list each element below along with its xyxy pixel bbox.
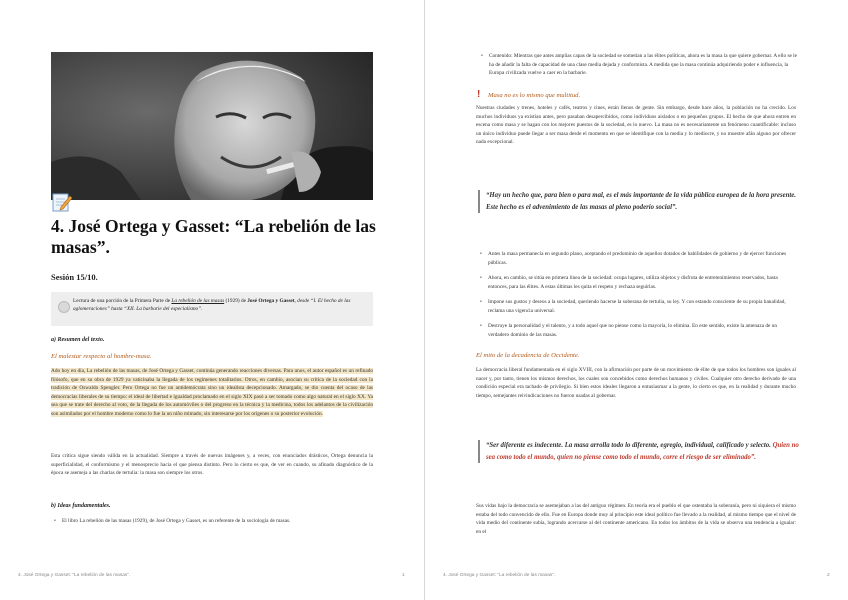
note-text: (1929) de xyxy=(224,298,248,304)
subheading-masa: Masa no es lo mismo que multitud. xyxy=(488,92,581,99)
note-text: , desde “I. El hecho de las aglomeraciones” hasta “XII. La barbarie del especialismo”. xyxy=(73,298,351,312)
subheading-malestar: El malestar respecto al hombre-masa. xyxy=(51,353,152,360)
list-item: • El libro La rebelión de las masas (1929), de José Ortega y Gasset, es un referente de la sociología de masas. xyxy=(62,517,372,526)
quote-text: “Ser diferente es indecente. La masa arrolla todo lo diferente, egregio, individual, calificado y selecto. xyxy=(486,442,773,449)
list-item: • Contenido: Mientras que antes amplias capas de la sociedad se sometían a las élites políticas, ahora es la masa la que quiere gobernar. A ello se le ha de añadir la falta de capacidad de una clase media dejada y conformista. A medida que la masa continúa adquiriendo poder e influencia, la Europa civilizada vuelve a caer en la barbarie. xyxy=(489,52,799,78)
paragraph: Nuestras ciudades y trenes, hoteles y cafés, teatros y cines, están llenos de gente. Sin embargo, desde hace años, la población no ha crecido. Los muchos individuos ya existían antes, pero pasaban desapercibidos, como individuos aislados o en pequeños grupos. El hecho de que ahora entren en escena como masa y se hagan con los mejores puestos de la sociedad, es lo nuevo. La masa no es necesariamente un fenómeno cuantificable: incluso un único individuo puede llegar a ser masa desde el momento en que se identifique con la media y lo mediocre, y no muestre afán alguno por ofrecer nada excepcional. xyxy=(476,105,796,146)
exclamation-icon: ! xyxy=(477,89,481,100)
paragraph xyxy=(51,367,373,419)
list-item: • Impone sus gustos y deseos a la sociedad, queriendo hacerse la soberana de tertulia, su ley. Y con estando consciente de su propia banalidad, reclama una vigencia universal. xyxy=(488,298,796,315)
list-item: • Ahora, en cambio, se sitúa en primera línea de la sociedad: ocupa lugares, utiliza objetos y disfruta de entretenimientos reservados, hasta entonces, para las élites. A estas últimas les quita el respeto y rechaza seguirlas. xyxy=(488,274,796,291)
section-a-heading: a) Resumen del texto. xyxy=(51,337,105,343)
quote-highlight: Quien no sea como todo el mundo, quien no piense como todo el mundo, corre el riesgo de ser eliminado”. xyxy=(486,442,799,461)
reading-note-box xyxy=(51,292,373,326)
paragraph: La democracia liberal fundamentada en el siglo XVIII, con la afirmación por parte de un movimiento de élite de que todos los hombres son iguales al nacer y, por tanto, tienen los mismos derechos, los cuales son concebidos como derechos humanos y civiles. Cualquier otro derecho derivado de una condición especial era tachado de privilegio. Si bien estos ideales llegaron a entusiasmar a la gente, lo cierto es que, en la realidad y durante mucho tiempo, semejantes reivindicaciones no fueron usadas al gobernar. xyxy=(476,367,796,399)
section-b-heading: b) Ideas fundamentales. xyxy=(51,503,111,509)
paragraph: Esta crítica sigue siendo válida en la actualidad. Siempre a través de nuevas imágenes y, a veces, con enunciados drásticos, Ortega denuncia la superficialidad, el conformismo y el menosprecio hacia el que piensa distinto. Pero lo cierto es que, de ver en cuando, su afinado diagnóstico de la época se asemeja a las charlas de tertulia: la masa son siempre los otros. xyxy=(51,453,373,477)
note-book-link[interactable]: La rebelión de las masas xyxy=(171,298,225,304)
pencil-icon xyxy=(51,190,73,212)
list-item: • Destruye la personalidad y el talento, y a todo aquel que no piense como la mayoría, lo elimina. En este sentido, existe la amenaza de un verdadero dominio de las masas. xyxy=(488,322,796,339)
quote-block xyxy=(478,440,802,463)
note-text: Lectura de una porción de la Primera Parte de xyxy=(73,298,172,304)
footer: 4. José Ortega y Gasset: “La rebelión de las masas”. xyxy=(18,573,131,578)
quote-block: “Hay un hecho que, para bien o para mal, es el más importante de la vida pública europea de la hora presente. Este hecho es el advenimiento de las masas al pleno poderío social”. xyxy=(478,190,802,213)
note-author: José Ortega y Gasset xyxy=(247,298,295,304)
page-number: 1 xyxy=(402,573,405,578)
session-label: Sesión 15/10. xyxy=(51,272,98,282)
list-item: • Antes la masa permanecía en segundo plano, aceptando el predominio de aquellos dotados de habilidades de gobierno y de ejercer funciones públicas. xyxy=(488,250,796,267)
footer: 4. José Ortega y Gasset: “La rebelión de las masas”. xyxy=(443,573,556,578)
chapter-title: 4. José Ortega y Gasset: “La rebelión de las masas”. xyxy=(51,216,376,257)
subheading-mito: El mito de la decadencia de Occidente. xyxy=(476,352,580,359)
author-photo xyxy=(51,52,373,200)
paragraph: Sus vidas bajo la democracia se asemejaban a las del antiguo régimen. En teoría era el pueblo el que ostentaba la soberanía, pero ni siquiera el mismo estaba del todo convencido de ello. Fue en Europa donde muy al principio este ideal político fue llevado a la realidad, al mismo tiempo que el nivel de vida medio del continente subía, logrando acercarse al del continente americano. En todos los ámbitos de la vida se observa una tendencia a igualar: en el xyxy=(476,503,796,535)
page-number: 2 xyxy=(827,573,830,578)
note-icon xyxy=(58,301,70,313)
paragraph-text: Ado hoy en día, La rebelión de las masas, de José Ortega y Gasset, continúa generando reacciones diversas. Para unos, el autor español es un refinado filósofo, que en su obra de 1929 ya vaticinaba la llegada de los regímenes totalitarios. Otros, en cambio, asocian su crítica de la sociedad con la tradición de Oswaldo Spengler. Pero Ortega no fue un antidemócrata sino un idealista decepcionado. Amargado, se dio cuenta del ocaso de las democracias liberales de su tiempo: el ideal de libertad e igualdad proclamado en el siglo XIX pasó a ser tomado como algo natural en el siglo XX. Ya sea que se trate del derecho al voto, de la llegada de los automóviles o del progreso en la técnica y la medicina, todos los adelantos de la civilización son asimilados por el hombre moderno como lo fue la un niño mimado, sin interesarse por los orígenes o su posterior evolución. xyxy=(51,368,373,417)
